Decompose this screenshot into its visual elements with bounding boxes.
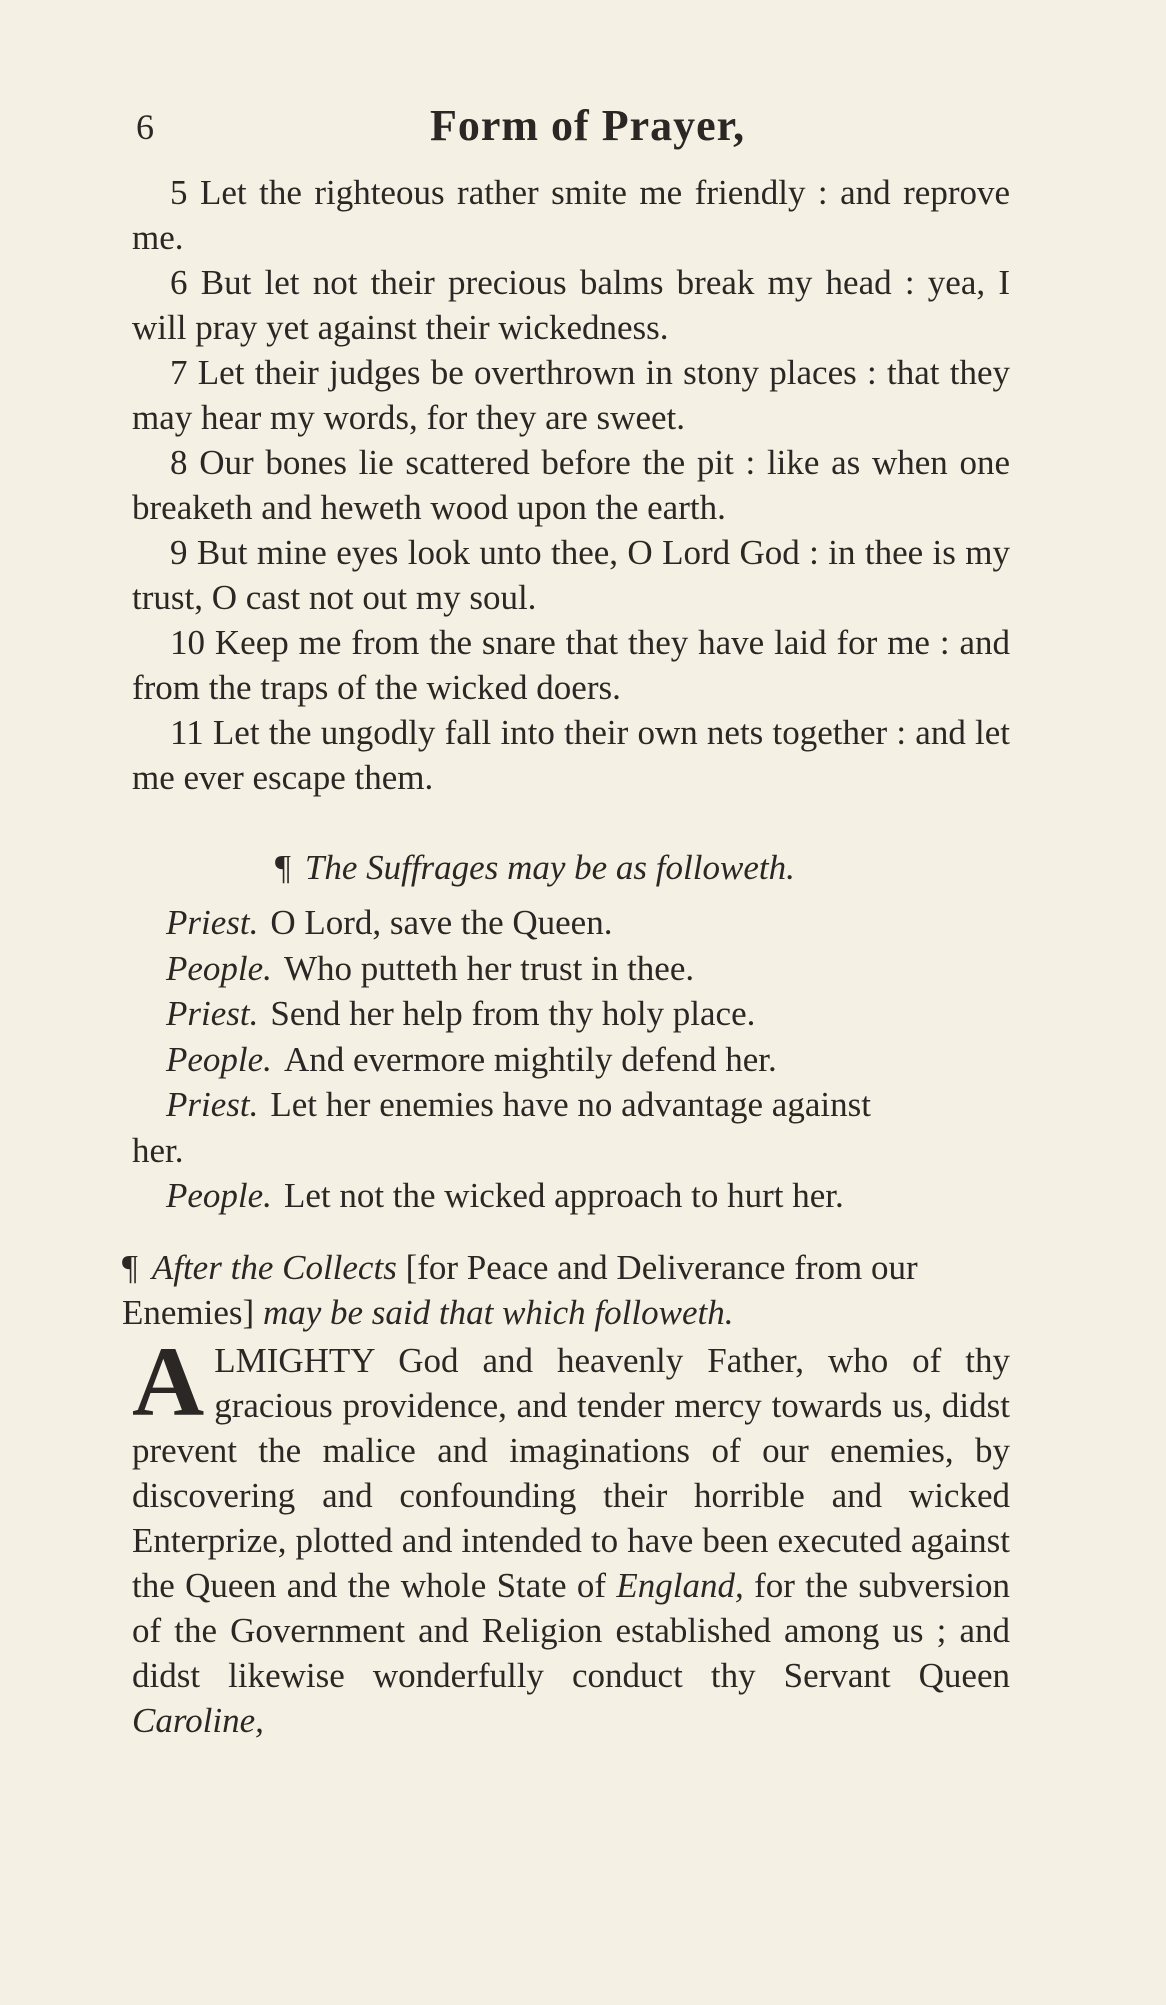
rubric-italic: After the Collects <box>151 1248 397 1287</box>
suffrage-text: her. <box>132 1130 184 1170</box>
rubric-italic-end: may be said that which followeth. <box>262 1293 734 1332</box>
verse <box>132 260 1010 350</box>
suffrages-heading <box>275 848 795 888</box>
verse-text: Our bones lie scattered before the pit : like as when one breaketh and heweth wood upon the earth. <box>132 443 1011 527</box>
suffrage-line <box>132 900 1010 946</box>
verse-text: Let the righteous rather smite me friendly : and reprove me. <box>132 173 1011 257</box>
suffrage-text: O Lord, save the Queen. <box>270 903 613 942</box>
prayer-italic-caroline: Caroline, <box>132 1701 264 1740</box>
speaker-label: People. <box>166 948 272 988</box>
suffrage-line <box>132 991 1010 1037</box>
verse <box>132 350 1010 440</box>
suffrages-dialog <box>132 900 1010 1219</box>
verse-number: 10 <box>170 623 205 662</box>
verse-text: But mine eyes look unto thee, O Lord God : in thee is my trust, O cast not out my soul. <box>132 533 1010 617</box>
suffrage-line <box>132 1082 1010 1128</box>
suffrage-line-continuation <box>132 1128 1010 1174</box>
verse <box>132 170 1010 260</box>
suffrage-line <box>132 946 1010 992</box>
prayer-text-2: for the subversion of the Government and Religion established among us ; and didst likewise wonderfully conduct thy Servant Queen <box>132 1566 1011 1695</box>
verse-number: 5 <box>170 173 188 212</box>
page-header <box>0 100 1166 160</box>
verse <box>132 440 1010 530</box>
suffrage-text: Let not the wicked approach to hurt her. <box>283 1176 844 1215</box>
speaker-label: People. <box>166 1039 272 1079</box>
verse-text: Let their judges be overthrown in stony places : that they may hear my words, for they are sweet. <box>132 353 1010 437</box>
verse <box>132 530 1010 620</box>
suffrage-text: Send her help from thy holy place. <box>270 994 756 1033</box>
prayer-italic-england: England, <box>616 1566 744 1605</box>
verse-text: Keep me from the snare that they have laid for me : and from the traps of the wicked doers. <box>132 623 1011 707</box>
collects-rubric <box>122 1245 1012 1335</box>
verse <box>132 620 1010 710</box>
verse <box>132 710 1010 800</box>
page-number: 6 <box>136 107 154 147</box>
suffrage-line <box>132 1173 1010 1219</box>
running-title: Form of Prayer, <box>430 101 746 150</box>
prayer-text-1: LMIGHTY God and heavenly Father, who of thy gracious providence, and tender mercy towards us, didst prevent the malice and imaginations of our enemies, by discovering and confounding their horrible and wicked Enterprize, plotted and intended to have been executed against the Queen and the whole State of <box>132 1341 1010 1605</box>
suffrage-text: And evermore mightily defend her. <box>283 1039 777 1079</box>
verse-number: 8 <box>170 443 188 482</box>
speaker-label: Priest. <box>166 1085 259 1124</box>
suffrages-heading-text: The Suffrages may be as followeth. <box>304 848 795 887</box>
suffrage-line <box>132 1037 1010 1083</box>
speaker-label: Priest. <box>166 903 259 942</box>
pilcrow-mark: ¶ <box>275 848 291 887</box>
suffrage-text: Who putteth her trust in thee. <box>283 948 695 988</box>
verse-number: 6 <box>170 263 188 302</box>
collect-prayer <box>132 1326 1011 1743</box>
rubric-bracket-text: [for Peace and Deliverance from our Enemies] <box>122 1248 918 1332</box>
pilcrow-mark: ¶ <box>122 1248 138 1287</box>
verse-number: 7 <box>170 353 188 392</box>
verse-text: But let not their precious balms break my head : yea, I will pray yet against their wickedness. <box>132 263 1011 347</box>
verse-number: 11 <box>170 713 204 752</box>
verse-number: 9 <box>170 533 188 572</box>
drop-capital: A <box>132 1326 205 1437</box>
speaker-label: Priest. <box>166 994 259 1033</box>
prayer-text <box>132 1326 1011 1743</box>
suffrage-text: Let her enemies have no advantage against <box>270 1085 871 1124</box>
speaker-label: People. <box>166 1176 272 1215</box>
psalm-verses <box>132 170 1010 800</box>
verse-text: Let the ungodly fall into their own nets together : and let me ever escape them. <box>132 713 1010 797</box>
